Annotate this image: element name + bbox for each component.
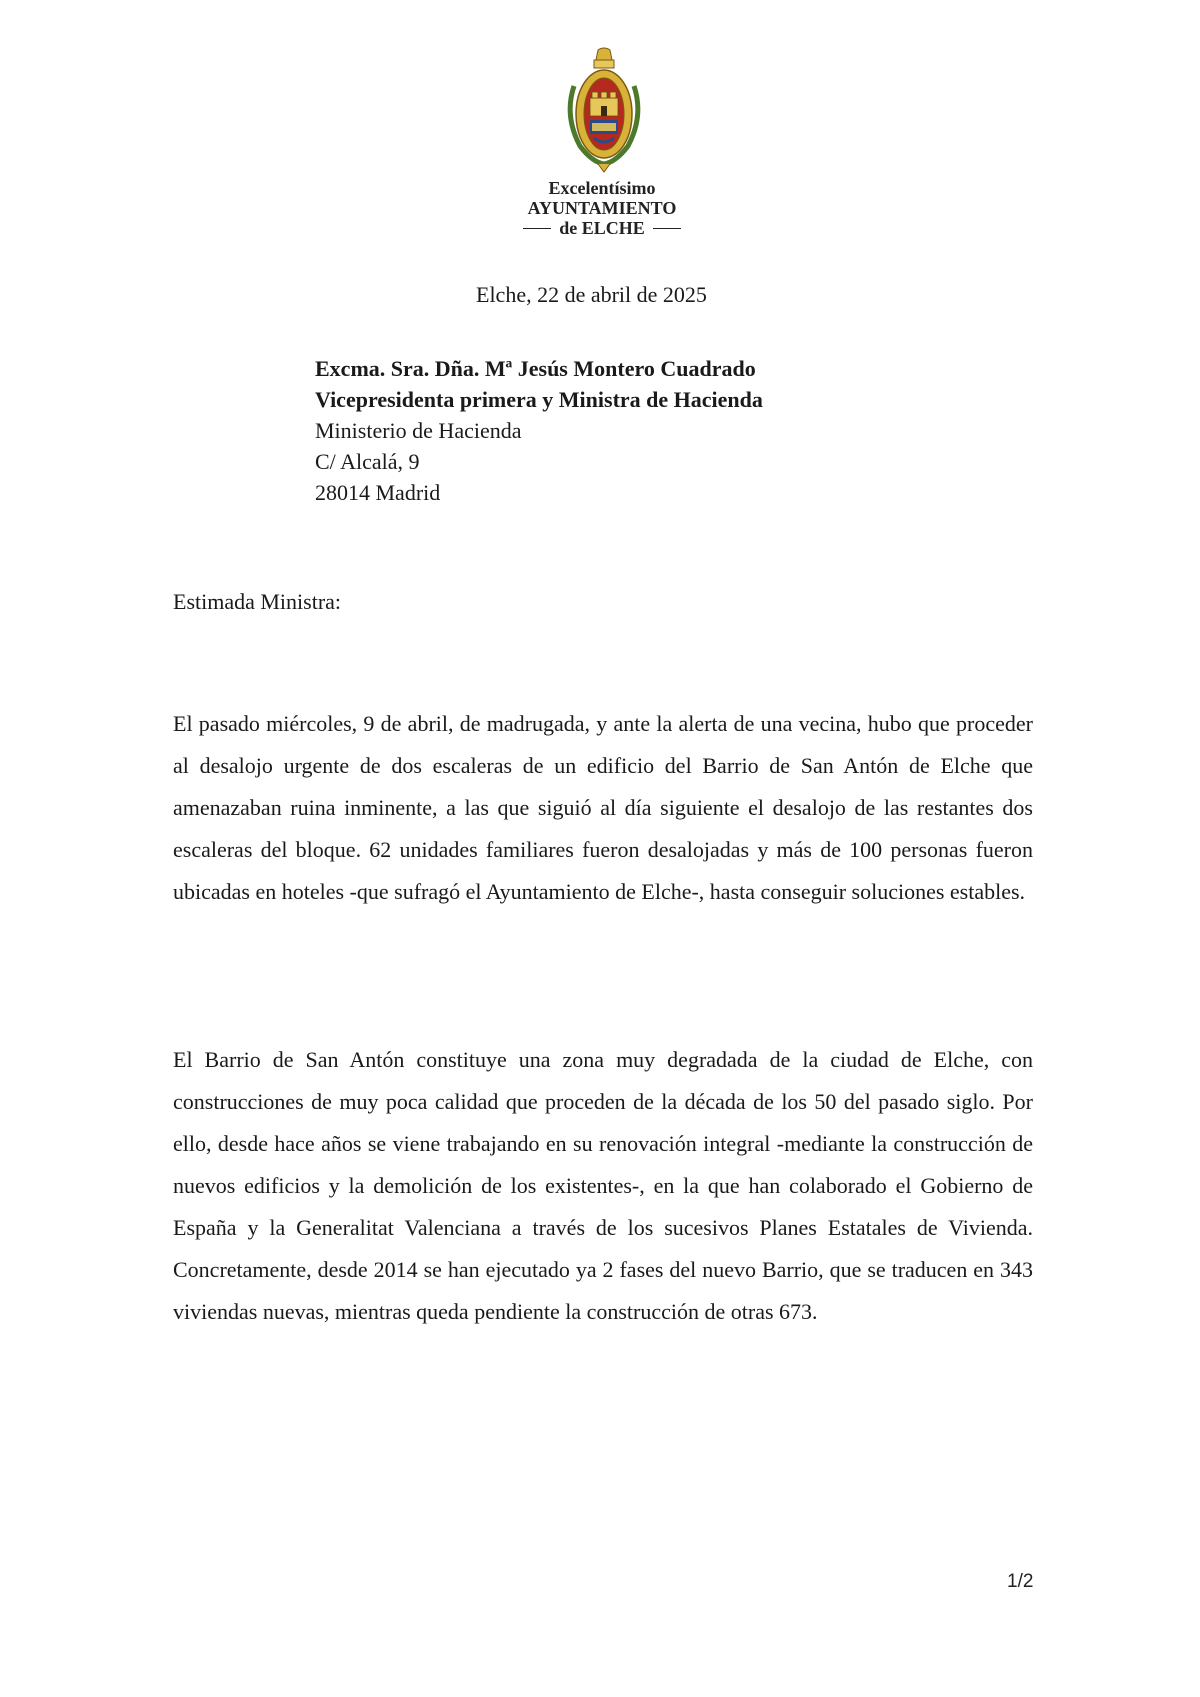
- recipient-block: [315, 353, 763, 508]
- org-line-3: de ELCHE: [559, 218, 645, 238]
- salutation: Estimada Ministra:: [173, 589, 342, 614]
- org-line-1: Excelentísimo: [548, 178, 656, 198]
- recipient-street: C/ Alcalá, 9: [315, 449, 420, 474]
- recipient-city: 28014 Madrid: [315, 480, 441, 505]
- letter-date: Elche, 22 de abril de 2025: [476, 282, 707, 307]
- body-paragraph-2: El Barrio de San Antón constituye una zona muy degradada de la ciudad de Elche, con construcciones de muy poca calidad que proceden de la década de los 50 del pasado siglo. Por ello, desde hace años se viene trabajando en su renovación integral -mediante la construcción de nuevos edificios y la demolición de los existentes-, en la que han colaborado el Gobierno de España y la Generalitat Valenciana a través de los sucesivos Planes Estatales de Vivienda. Concretamente, desde 2014 se han ejecutado ya 2 fases del nuevo Barrio, que se traducen en 343 viviendas nuevas, mientras queda pendiente la construcción de otras 673.: [173, 1047, 1033, 1324]
- rule-left: [523, 228, 551, 229]
- recipient-ministry: Ministerio de Hacienda: [315, 418, 522, 443]
- org-line-2: AYUNTAMIENTO: [527, 198, 677, 218]
- organization-name: [470, 178, 734, 238]
- rule-right: [653, 228, 681, 229]
- body-paragraph-1: El pasado miércoles, 9 de abril, de madrugada, y ante la alerta de una vecina, hubo que proceder al desalojo urgente de dos escaleras de un edificio del Barrio de San Antón de Elche que amenazaban ruina inminente, a las que siguió al día siguiente el desalojo de las restantes dos escaleras del bloque. 62 unidades familiares fueron desalojadas y más de 100 personas fueron ubicadas en hoteles -que sufragó el Ayuntamiento de Elche-, hasta conseguir soluciones estables.: [173, 711, 1033, 904]
- org-line-3-group: [470, 218, 734, 238]
- recipient-title: Vicepresidenta primera y Ministra de Hacienda: [315, 387, 763, 412]
- elche-coat-of-arms-icon: [554, 46, 654, 176]
- recipient-name: Excma. Sra. Dña. Mª Jesús Montero Cuadrado: [315, 356, 756, 381]
- page-number: 1/2: [1007, 1571, 1034, 1592]
